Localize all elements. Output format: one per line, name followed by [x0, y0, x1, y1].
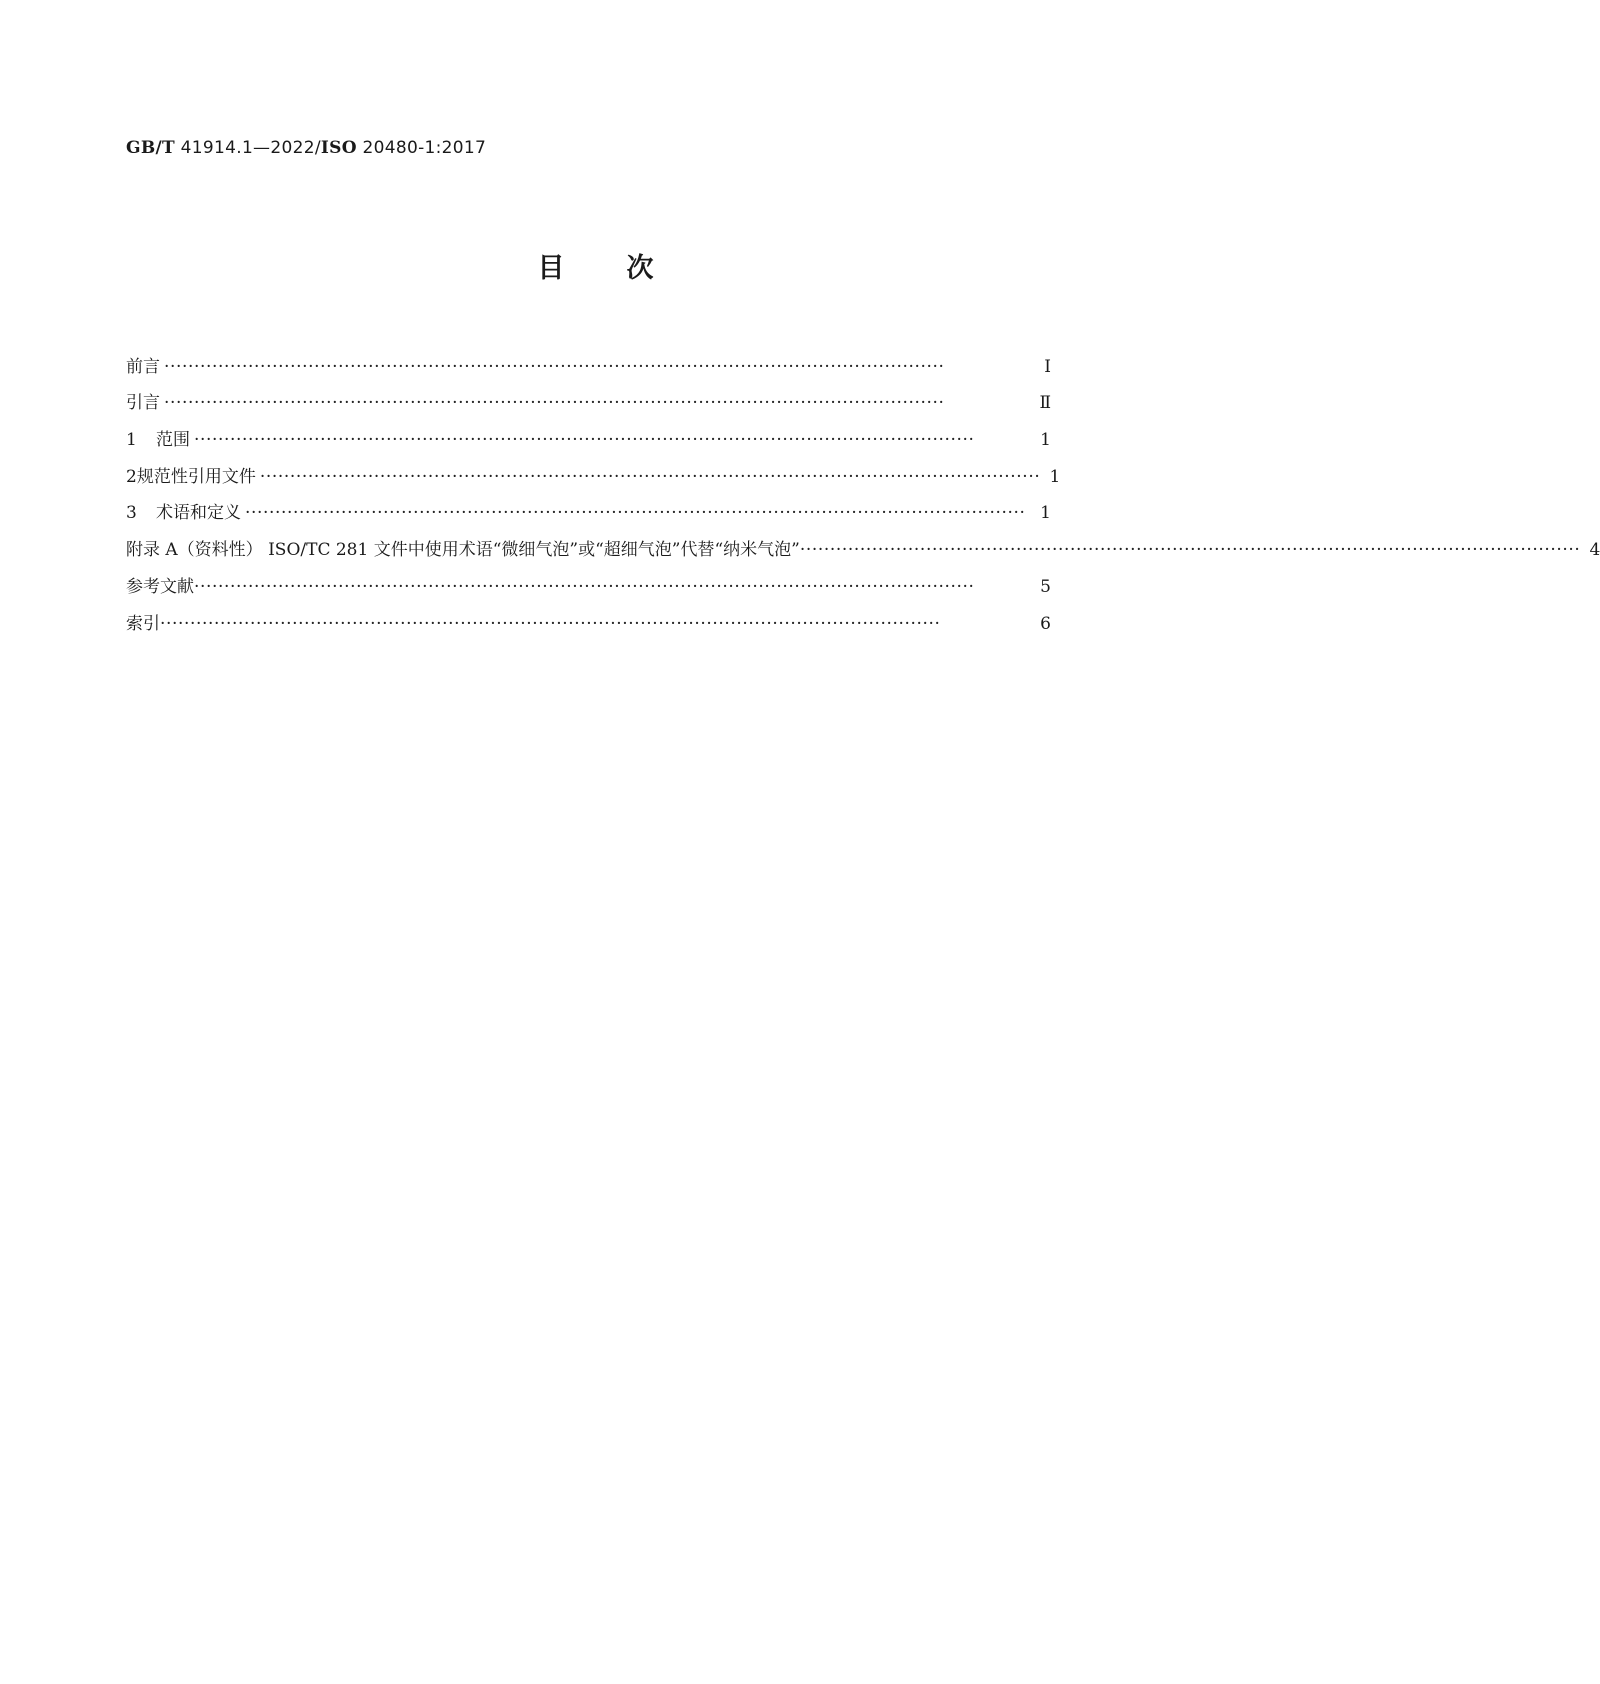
toc-title: 目次: [537, 253, 716, 284]
table-of-contents: [126, 340, 1600, 634]
toc-entry-page: 5: [1040, 576, 1051, 597]
toc-entry-page: 1: [1040, 430, 1051, 451]
standard-header: [126, 138, 486, 158]
toc-entry-page: 1: [1049, 466, 1061, 487]
iso-prefix: ISO: [320, 138, 357, 158]
toc-entry-label: 索引: [126, 613, 160, 634]
toc-entry-label: 规范性引用文件: [136, 466, 256, 487]
toc-entry-bibliography[interactable]: [126, 560, 1051, 597]
toc-entry-scope[interactable]: [126, 413, 1051, 450]
iso-number: 20480-1:2017: [356, 138, 487, 158]
dot-leader: ··································································································································: [259, 466, 1041, 487]
dot-leader: ··································································································································: [160, 613, 941, 634]
toc-entry-page: 1: [1040, 503, 1051, 524]
toc-entry-label: 附录 A（资料性） ISO/TC 281 文件中使用术语“微细气泡”或“超细气泡”代替“纳米气泡”: [126, 540, 800, 561]
toc-entry-terms-definitions[interactable]: [126, 487, 1051, 524]
toc-entry-foreword[interactable]: [126, 340, 1051, 377]
toc-entry-label: 引言: [126, 393, 160, 414]
toc-entry-normative-references[interactable]: [126, 450, 1061, 487]
toc-entry-label: 参考文献: [126, 576, 194, 597]
toc-entry-index[interactable]: [126, 597, 1051, 634]
toc-entry-label: 范围: [156, 430, 190, 451]
dot-leader: ··································································································································: [194, 576, 975, 597]
dot-leader: ··································································································································: [164, 356, 945, 377]
dot-leader: ··································································································································: [245, 503, 1026, 524]
toc-entry-page: 6: [1040, 613, 1051, 634]
standard-code-number: 41914.1—2022/: [174, 138, 321, 158]
toc-entry-label: 前言: [126, 356, 160, 377]
dot-leader: ··································································································································: [164, 393, 945, 414]
dot-leader: ··································································································································: [194, 430, 975, 451]
toc-entry-number: 3: [126, 503, 137, 524]
toc-entry-number: 2: [126, 466, 137, 487]
toc-entry-page: Ⅰ: [1044, 356, 1051, 377]
standard-code-prefix: GB/T: [126, 138, 175, 158]
toc-entry-page: Ⅱ: [1039, 393, 1051, 414]
toc-entry-introduction[interactable]: [126, 377, 1051, 414]
toc-entry-number: 1: [126, 430, 137, 451]
dot-leader: ··································································································································: [799, 540, 1581, 561]
toc-entry-label: 术语和定义: [156, 503, 241, 524]
toc-entry-annex-a[interactable]: [126, 523, 1600, 561]
toc-entry-page: 4: [1589, 540, 1600, 561]
